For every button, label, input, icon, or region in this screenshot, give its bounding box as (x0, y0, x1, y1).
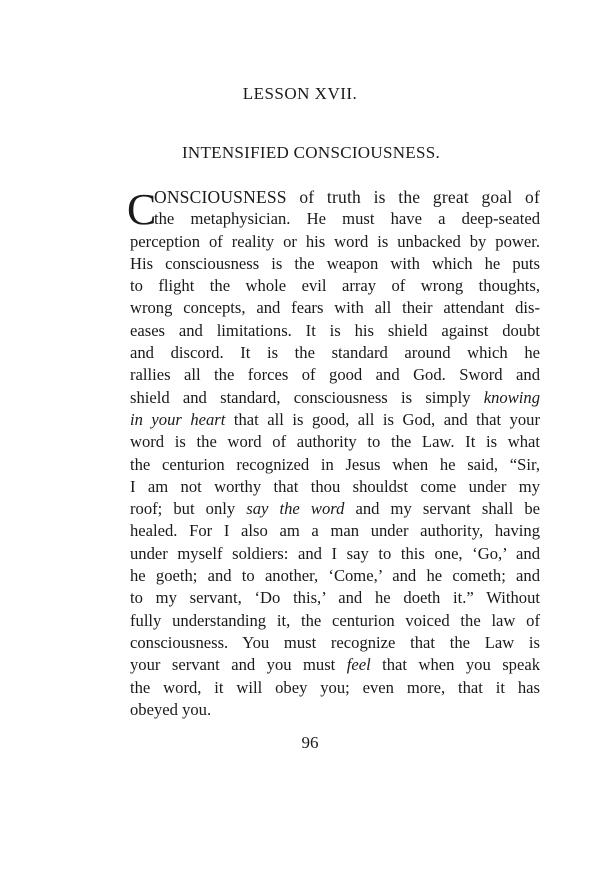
text-segment: to my servant, ‘Do this,’ and he doeth it.” Without (130, 588, 540, 608)
text-line (130, 677, 540, 699)
text-line (130, 253, 540, 275)
text-segment: and discord. It is the standard around which he (130, 343, 540, 363)
text-segment: to flight the whole evil array of wrong thoughts, (130, 276, 540, 296)
text-line (130, 476, 540, 498)
text-line (130, 320, 540, 342)
drop-cap: C (127, 185, 157, 234)
text-line (130, 498, 540, 520)
text-segment: ONSCIOUSNESS of truth is the great goal of (154, 187, 540, 207)
page-number: 96 (301, 733, 319, 752)
text-segment: obeyed you. (130, 699, 212, 719)
text-line (130, 699, 540, 721)
text-segment: His consciousness is the weapon with which he puts (130, 253, 540, 273)
italic-text: say the word (246, 499, 345, 519)
text-segment: perception of reality or his word is unbacked by power. (130, 231, 540, 251)
chapter-title: INTENSIFIED CONSCIOUSNESS. (181, 143, 441, 162)
body-text (127, 185, 541, 721)
text-line (130, 342, 540, 364)
text-segment: healed. For I also am a man under authority, having (130, 521, 540, 541)
text-segment: roof; but only (130, 499, 247, 519)
text-segment: shield and standard, consciousness is simply (130, 387, 484, 407)
text-segment: that when you speak (370, 655, 541, 675)
text-line (130, 409, 540, 431)
text-segment: that all is good, all is God, and that your (225, 409, 540, 429)
text-line (130, 565, 540, 587)
lesson-heading: LESSON XVII. (242, 84, 358, 103)
text-segment: your servant and you must (130, 655, 347, 675)
text-line (130, 364, 540, 386)
text-line (130, 186, 540, 208)
text-segment: rallies all the forces of good and God. Sword and (130, 365, 540, 385)
text-line (130, 543, 540, 565)
text-line (130, 231, 540, 253)
text-segment: fully understanding it, the centurion voiced the law of (130, 610, 540, 630)
text-segment: I am not worthy that thou shouldst come under my (130, 476, 540, 496)
text-segment: wrong concepts, and fears with all their attendant dis- (130, 298, 540, 318)
text-line (130, 520, 540, 542)
text-segment: and my servant shall be (344, 499, 540, 519)
text-segment: the centurion recognized in Jesus when he said, “Sir, (130, 454, 540, 474)
text-line (130, 275, 540, 297)
text-line (130, 632, 540, 654)
text-segment: eases and limitations. It is his shield against doubt (130, 320, 540, 340)
text-line (130, 610, 540, 632)
text-segment: under myself soldiers: and I say to this one, ‘Go,’ and (130, 543, 540, 563)
text-segment: he goeth; and to another, ‘Come,’ and he cometh; and (130, 566, 540, 586)
text-line (130, 654, 540, 676)
text-line (130, 431, 540, 453)
text-segment: the word, it will obey you; even more, that it has (130, 677, 540, 697)
text-line (130, 387, 540, 409)
italic-text: knowing (483, 387, 540, 407)
text-line (130, 587, 540, 609)
text-segment: the metaphysician. He must have a deep-seated (154, 209, 540, 229)
text-line (130, 208, 540, 230)
text-segment: consciousness. You must recognize that the Law is (130, 632, 540, 652)
text-segment: word is the word of authority to the Law. It is what (130, 432, 540, 452)
text-line (130, 454, 540, 476)
italic-text: in your heart (130, 409, 226, 429)
italic-text: feel (346, 655, 371, 675)
text-line (130, 297, 540, 319)
